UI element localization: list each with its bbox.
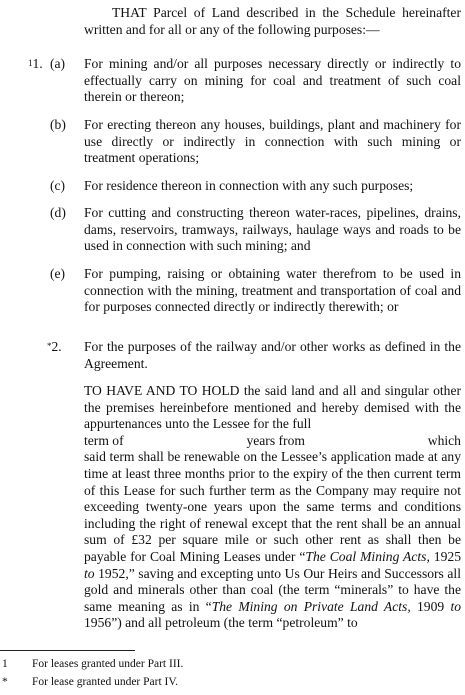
act2-year-end: 1956 xyxy=(84,615,112,631)
item-b-label: (b) xyxy=(50,117,66,132)
item-a-text: For mining and/or all purposes necessary directly or indirectly to effectually carry on mining for coal and treatment of such coal therein or thereon; xyxy=(84,56,461,105)
habendum-paragraph xyxy=(84,383,461,632)
act2-year-start: 1909 xyxy=(410,598,451,614)
item-number: 2. xyxy=(51,339,62,354)
act-title-coal-mining: The Coal Mining Acts, xyxy=(305,548,430,564)
habendum-part2: said term shall be renewable on the Lessee’s application made at any time at least three months prior to the expiry of the then current term of this Lease for such further term as the Company may require not exceeding twenty-one years upon the same terms and conditions including the right of renewal except that the rent shall be an annual sum of £32 per square mile or such other rent as shall then be payable for Coal Mining Leases under “ xyxy=(84,449,461,564)
habendum-part1: TO HAVE AND TO HOLD the said land and all and singular other the premises hereinbefore mentioned and hereby demised with the appurtenances unto the Lessee for the full xyxy=(84,383,461,432)
item-d-text: For cutting and constructing thereon water-races, pipelines, drains, dams, reservoirs, tramways, railways, haulage ways and roads to be used in connection with such mining; and xyxy=(84,205,461,254)
item-e-text: For pumping, raising or obtaining water therefrom to be used in connection with the mining, treatment and transportation of coal and for purposes connected directly or indirectly therewith; or xyxy=(84,266,461,315)
footnote-1-text: For leases granted under Part III. xyxy=(32,658,184,670)
item-2-number xyxy=(47,339,62,356)
habendum-part3: ” saving and excepting unto Us Our Heirs and Successors all gold and minerals other than coal (the term “minerals” to have the same meaning as in “ xyxy=(84,565,461,614)
footnote-2-text: For lease granted under Part IV. xyxy=(32,676,179,688)
which-label: which xyxy=(427,432,461,448)
habendum-body xyxy=(84,449,461,632)
item-e-label: (e) xyxy=(50,266,66,281)
habendum-part4: ”) and all petroleum (the term “petroleum” to xyxy=(111,615,358,631)
item-1-number xyxy=(28,56,43,73)
act-title-mining-private-land: The Mining on Private Land Acts, xyxy=(211,598,411,614)
footnote-1-mark: 1 xyxy=(2,658,8,670)
item-number: 1. xyxy=(32,56,43,71)
term-line xyxy=(84,433,461,450)
item-c-label: (c) xyxy=(50,178,66,193)
footnote-2-mark: * xyxy=(2,676,8,688)
intro-paragraph xyxy=(84,5,461,38)
act1-year-end: 1952, xyxy=(94,565,129,581)
footnote-divider xyxy=(0,650,135,651)
item-2-text: For the purposes of the railway and/or other works as defined in the Agreement. xyxy=(84,339,461,371)
item-a-label: (a) xyxy=(50,56,66,71)
footnote-marker-1: 1 xyxy=(28,58,33,68)
item-b-text: For erecting thereon any houses, buildings, plant and machinery for use directly or indirectly in connection with such mining or treatment operations; xyxy=(84,117,461,166)
item-d-label: (d) xyxy=(50,205,66,220)
act2-to: to xyxy=(450,598,462,614)
term-of-label: term of xyxy=(84,432,124,448)
act1-to: to xyxy=(84,565,95,581)
intro-text: THAT Parcel of Land described in the Schedule hereinafter written and for all or any of the following purposes:— xyxy=(84,5,461,37)
item-c-text: For residence thereon in connection with any such purposes; xyxy=(84,178,414,193)
act1-year-start: 1925 xyxy=(429,548,461,564)
years-from-label: years from xyxy=(246,432,305,448)
footnote-marker-star: * xyxy=(47,341,52,351)
